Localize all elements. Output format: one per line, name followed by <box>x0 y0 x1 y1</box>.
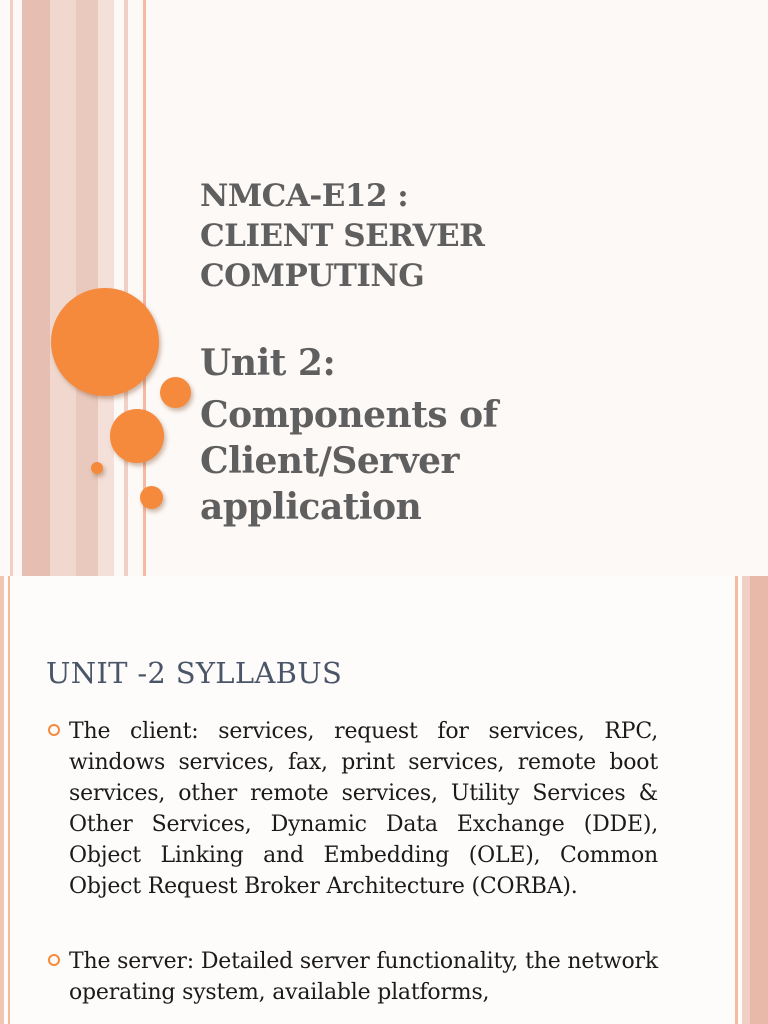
stripe-decoration <box>124 0 128 576</box>
stripe-decoration <box>10 0 13 576</box>
small-orange-circle <box>160 377 191 408</box>
syllabus-heading: UNIT -2 SYLLABUS <box>46 656 343 690</box>
circle-bullet-icon <box>48 954 60 966</box>
unit-subtitle <box>200 340 640 530</box>
circle-bullet-icon <box>48 724 60 736</box>
syllabus-slide <box>0 576 768 1024</box>
stripe-decoration <box>735 576 738 1024</box>
course-title: NMCA-E12 : CLIENT SERVER COMPUTING <box>200 178 485 294</box>
unit-title-line: application <box>200 486 422 528</box>
stripe-decoration <box>50 0 76 576</box>
stripe-decoration <box>742 576 750 1024</box>
stripe-decoration <box>750 576 768 1024</box>
unit-title-line: Components of <box>200 394 498 436</box>
unit-label: Unit 2: <box>200 342 336 384</box>
bullet-text: The client: services, request for services, RPC, windows services, fax, print services, remote boot services, other remote services, Utility Services & Other Services, Dynamic Data Exchange (DDE), Object Linking and Embedding (OLE), Common Object Request Broker Architecture (CORBA). <box>69 719 658 899</box>
stripe-decoration <box>0 576 4 1024</box>
large-orange-circle <box>51 288 159 396</box>
syllabus-list <box>46 716 658 1024</box>
small-orange-circle <box>140 486 163 509</box>
stripe-decoration <box>8 576 10 1024</box>
bullet-text: The server: Detailed server functionality, the network operating system, available platforms, <box>69 949 658 1005</box>
list-item <box>46 946 658 1008</box>
tiny-orange-circle <box>91 462 103 474</box>
stripe-decoration <box>22 0 50 576</box>
unit-title-line: Client/Server <box>200 440 460 482</box>
medium-orange-circle <box>110 409 164 463</box>
list-item <box>46 716 658 902</box>
